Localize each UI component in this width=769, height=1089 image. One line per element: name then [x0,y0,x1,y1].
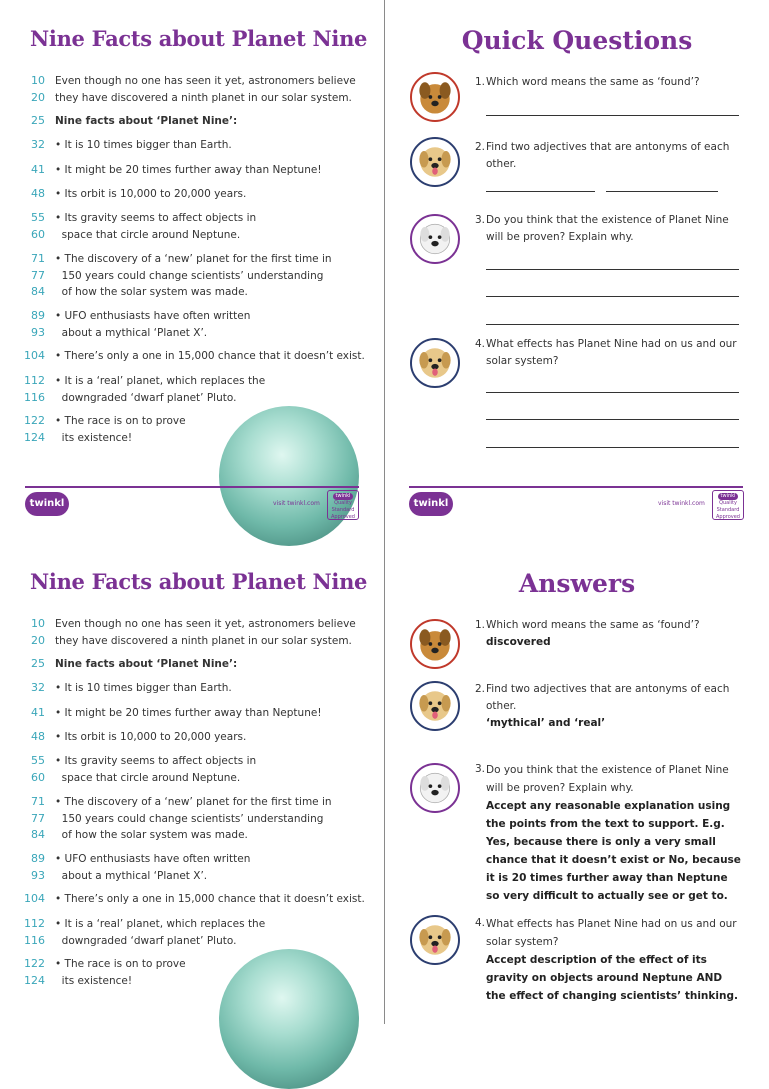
quality-badge: twinkl Quality Standard Approved [712,490,744,520]
fact-text-line: space that circle around Neptune. [55,771,241,784]
fact-text [55,210,365,243]
line-number-value: 48 [31,187,45,200]
answer-line[interactable] [486,324,739,325]
fact-text-line: • Its gravity seems to affect objects in [55,755,257,767]
line-number-value: 55 [31,211,45,224]
line-number-value: 84 [31,285,45,298]
fact-text-line: • It might be 20 times further away than Neptune! [55,164,322,176]
line-number [0,891,45,908]
fact-text-line: • It is 10 times bigger than Earth. [55,139,232,151]
answer-block [486,617,744,651]
answer-block [486,681,744,732]
fact-text [55,137,365,154]
fact-text-line: • UFO enthusiasts have often written [55,310,251,322]
fact-text-line: about a mythical ‘Planet X’. [55,326,208,339]
fact-text [55,113,365,130]
dog-avatar-icon [410,619,460,669]
fact-text-line: • There’s only a one in 15,000 chance that it doesn’t exist. [55,350,365,362]
line-number-value: 116 [24,933,45,947]
answer-line[interactable] [486,191,595,192]
question-number: 2. [474,141,485,153]
line-number [0,413,45,446]
line-number-value: 89 [31,309,45,322]
fact-text-line: • There’s only a one in 15,000 chance that it doesn’t exist. [55,893,365,905]
line-number [0,616,45,649]
line-number [0,308,45,341]
line-number-value: 60 [31,227,45,241]
line-number-value: 104 [24,892,45,905]
answer-line[interactable] [486,419,739,420]
fact-text-line: of how the solar system was made. [55,829,248,841]
answer-block [486,761,744,905]
dog-avatar-icon [410,137,460,187]
question-text: Find two adjectives that are antonyms of each other. [486,683,730,712]
line-number-value: 41 [31,163,45,176]
fact-text-line: downgraded ‘dwarf planet’ Pluto. [55,391,237,404]
line-number [0,186,45,203]
question-number: 2. [474,683,485,695]
fact-text-line: • It is a ‘real’ planet, which replaces the [55,918,266,930]
line-number-value: 48 [31,730,45,743]
fact-text [55,186,365,203]
fact-text [55,251,365,301]
planet-illustration [219,406,359,546]
facts-panel-top [0,0,384,520]
question-text: Find two adjectives that are antonyms of each other. [486,141,730,170]
fact-text-line: they have discovered a ninth planet in our solar system. [55,91,352,104]
fact-text [55,729,365,746]
quick-questions-panel [385,0,769,520]
fact-text-line: • Its orbit is 10,000 to 20,000 years. [55,188,247,200]
fact-text [55,373,365,406]
line-number [0,137,45,154]
line-number-value: 77 [31,268,45,282]
line-number-value: 32 [31,138,45,151]
dog-avatar-icon [410,214,460,264]
line-number [0,794,45,844]
answer-line[interactable] [486,392,739,393]
fact-text-line: • It is a ‘real’ planet, which replaces the [55,375,266,387]
fact-text-line: of how the solar system was made. [55,286,248,298]
line-number [0,656,45,673]
fact-text-line: Nine facts about ‘Planet Nine’: [55,658,238,670]
line-number [0,753,45,786]
fact-text [55,656,365,673]
fact-text-line: Even though no one has seen it yet, astronomers believe [55,75,356,87]
fact-text-line: Nine facts about ‘Planet Nine’: [55,115,238,127]
line-number-value: 20 [31,90,45,104]
line-number-value: 41 [31,706,45,719]
question-number: 1. [474,619,485,631]
dog-avatar-icon [410,681,460,731]
fact-text-line: its existence! [55,431,133,444]
line-number-value: 10 [31,74,45,87]
line-number [0,851,45,884]
question-number: 4. [474,917,485,929]
dog-avatar-icon [410,763,460,813]
fact-text-line: • The discovery of a ‘new’ planet for the first time in [55,253,332,265]
answers-panel [385,543,769,1024]
quick-questions-title: Quick Questions [461,26,693,55]
line-number-value: 77 [31,811,45,825]
facts-title: Nine Facts about Planet Nine [30,26,368,51]
facts-title: Nine Facts about Planet Nine [30,569,368,594]
fact-text [55,616,365,649]
footer-rule [25,486,359,488]
dog-avatar-icon [410,338,460,388]
line-number [0,113,45,130]
fact-text [55,916,365,949]
line-number-value: 93 [31,868,45,882]
fact-text [55,851,365,884]
line-number [0,956,45,989]
line-number-value: 112 [24,374,45,387]
fact-text-line: • UFO enthusiasts have often written [55,853,251,865]
answer-line[interactable] [486,115,739,116]
question-text: What effects has Planet Nine had on us and our solar system? [486,338,737,367]
fact-text-line: its existence! [55,974,133,987]
planet-illustration [219,949,359,1089]
question-text: Do you think that the existence of Planet Nine will be proven? Explain why. [486,214,729,243]
fact-text [55,308,365,341]
question-text: Do you think that the existence of Planet Nine will be proven? Explain why. [486,764,729,794]
visit-link[interactable]: visit twinkl.com [273,500,320,507]
line-number [0,348,45,365]
answer-text: Accept description of the effect of its gravity on objects around Neptune AND the effect of changing scientists’ thinking. [486,954,738,1002]
line-number-value: 60 [31,770,45,784]
fact-text-line: • Its gravity seems to affect objects in [55,212,257,224]
line-number-value: 122 [24,414,45,427]
fact-text-line: space that circle around Neptune. [55,228,241,241]
line-number [0,705,45,722]
line-number-value: 20 [31,633,45,647]
answer-block [486,915,744,1005]
line-number-value: 25 [31,657,45,670]
line-number [0,729,45,746]
line-number [0,162,45,179]
fact-text [55,794,365,844]
fact-text-line: they have discovered a ninth planet in our solar system. [55,634,352,647]
fact-text [55,705,365,722]
question-text: What effects has Planet Nine had on us and our solar system? [486,918,737,948]
answer-text: ‘mythical’ and ‘real’ [486,717,606,729]
fact-text [55,162,365,179]
fact-text-line: downgraded ‘dwarf planet’ Pluto. [55,934,237,947]
answer-line[interactable] [486,447,739,448]
answer-line[interactable] [606,191,718,192]
answer-text: discovered [486,636,551,648]
line-number-value: 32 [31,681,45,694]
line-number [0,680,45,697]
fact-text [55,680,365,697]
answer-line[interactable] [486,269,739,270]
fact-text-line: • The discovery of a ‘new’ planet for the first time in [55,796,332,808]
fact-text-line: • Its orbit is 10,000 to 20,000 years. [55,731,247,743]
line-number [0,210,45,243]
question-number: 3. [474,763,485,775]
line-number-value: 71 [31,252,45,265]
fact-text [55,891,365,908]
fact-text [55,753,365,786]
line-number-value: 124 [24,973,45,987]
footer-rule [409,486,743,488]
question-number: 1. [474,76,485,88]
answers-title: Answers [518,569,636,598]
fact-text-line: Even though no one has seen it yet, astronomers believe [55,618,356,630]
line-number-value: 71 [31,795,45,808]
question-text: Which word means the same as ‘found’? [486,619,700,631]
line-number [0,251,45,301]
line-number-value: 93 [31,325,45,339]
fact-text [55,73,365,106]
question-text: Which word means the same as ‘found’? [486,76,700,88]
line-number-value: 124 [24,430,45,444]
question-number: 3. [474,214,485,226]
line-number [0,373,45,406]
line-number-value: 25 [31,114,45,127]
fact-text-line: 150 years could change scientists’ understanding [55,269,324,282]
visit-link[interactable]: visit twinkl.com [658,500,705,507]
line-number-value: 10 [31,617,45,630]
line-number [0,916,45,949]
fact-text-line: • The race is on to prove [55,958,186,970]
fact-text-line: • The race is on to prove [55,415,186,427]
dog-avatar-icon [410,915,460,965]
line-number-value: 116 [24,390,45,404]
twinkl-logo[interactable]: twinkl [409,492,453,516]
fact-text-line: 150 years could change scientists’ understanding [55,812,324,825]
line-number-value: 122 [24,957,45,970]
fact-text-line: • It is 10 times bigger than Earth. [55,682,232,694]
answer-line[interactable] [486,296,739,297]
line-number [0,73,45,106]
quality-badge: twinkl Quality Standard Approved [327,490,359,520]
twinkl-logo[interactable]: twinkl [25,492,69,516]
fact-text [55,348,365,365]
line-number-value: 104 [24,349,45,362]
dog-avatar-icon [410,72,460,122]
answer-text: Accept any reasonable explanation using the points from the text to support. E.g. Yes, because there is only a very small chance that it doesn’t exist or No, because it is 20 times further away than Neptune so very difficult to actually see or get to. [486,800,741,902]
fact-text-line: about a mythical ‘Planet X’. [55,869,208,882]
question-number: 4. [474,338,485,350]
facts-panel-bottom [0,543,384,1024]
line-number-value: 89 [31,852,45,865]
line-number-value: 55 [31,754,45,767]
line-number-value: 112 [24,917,45,930]
line-number-value: 84 [31,828,45,841]
fact-text-line: • It might be 20 times further away than Neptune! [55,707,322,719]
